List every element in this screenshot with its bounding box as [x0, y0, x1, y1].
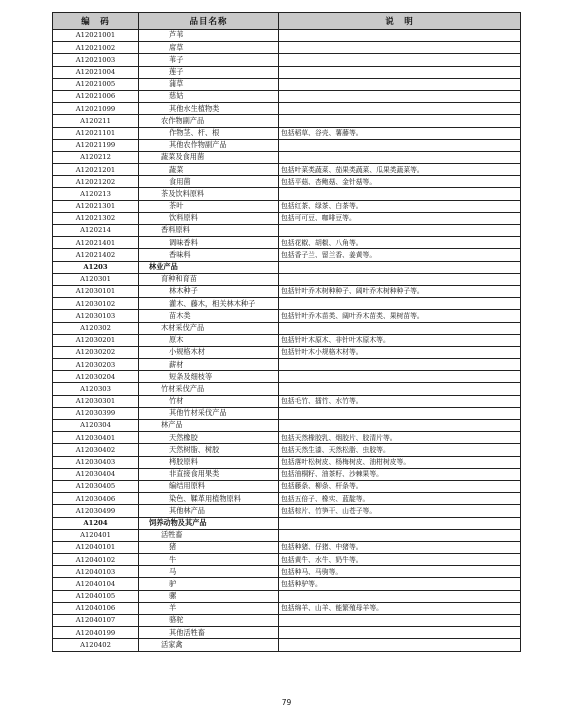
name-cell: 活牲畜	[139, 529, 279, 541]
table-row	[53, 103, 521, 115]
table-row	[53, 42, 521, 54]
desc-cell	[279, 188, 521, 200]
name-cell: 芦苇	[139, 30, 279, 42]
name-cell: 竹材	[139, 395, 279, 407]
table-body	[53, 30, 521, 652]
name-cell: 其他竹材采伐产品	[139, 407, 279, 419]
catalog-table	[52, 12, 521, 652]
desc-cell: 包括黄牛、水牛、奶牛等。	[279, 554, 521, 566]
code-cell: A12021302	[53, 212, 139, 224]
name-cell: 饮料原料	[139, 212, 279, 224]
name-cell: 农作物副产品	[139, 115, 279, 127]
table-row	[53, 322, 521, 334]
table-row	[53, 200, 521, 212]
code-cell: A12021005	[53, 78, 139, 90]
code-cell: A12040103	[53, 566, 139, 578]
desc-cell	[279, 30, 521, 42]
code-cell: A12040101	[53, 541, 139, 553]
table-row	[53, 237, 521, 249]
desc-cell	[279, 90, 521, 102]
name-cell: 栲胶原料	[139, 456, 279, 468]
desc-cell	[279, 420, 521, 432]
table-row	[53, 285, 521, 297]
code-cell: A12030405	[53, 480, 139, 492]
name-cell: 染色、鞣革用植物原料	[139, 493, 279, 505]
desc-cell: 包括藤条、柳条、杆条等。	[279, 480, 521, 492]
desc-cell	[279, 115, 521, 127]
name-cell: 蔬菜	[139, 164, 279, 176]
desc-cell	[279, 615, 521, 627]
desc-cell	[279, 298, 521, 310]
desc-cell	[279, 407, 521, 419]
desc-cell	[279, 639, 521, 651]
desc-cell: 包括红茶、绿茶、白茶等。	[279, 200, 521, 212]
code-cell: A12030102	[53, 298, 139, 310]
code-cell: A120402	[53, 639, 139, 651]
table-row	[53, 420, 521, 432]
code-cell: A12030203	[53, 359, 139, 371]
desc-cell: 包括香子兰、留兰香、姜黄等。	[279, 249, 521, 261]
desc-cell: 包括种马、马驹等。	[279, 566, 521, 578]
header-desc: 说 明	[279, 13, 521, 30]
code-cell: A12030401	[53, 432, 139, 444]
desc-cell	[279, 359, 521, 371]
table-row	[53, 627, 521, 639]
name-cell: 食用菌	[139, 176, 279, 188]
table-row	[53, 615, 521, 627]
name-cell: 灌木、藤木，相关林木种子	[139, 298, 279, 310]
header-code: 编 码	[53, 13, 139, 30]
code-cell: A12021401	[53, 237, 139, 249]
name-cell: 香料原料	[139, 225, 279, 237]
name-cell: 育种和育苗	[139, 273, 279, 285]
desc-cell: 包括五倍子、橡实、蓝靛等。	[279, 493, 521, 505]
table-header-row	[53, 13, 521, 30]
table-row	[53, 639, 521, 651]
code-cell: A12030103	[53, 310, 139, 322]
code-cell: A12030499	[53, 505, 139, 517]
name-cell: 非直接食用果类	[139, 468, 279, 480]
desc-cell	[279, 371, 521, 383]
name-cell: 木材采伐产品	[139, 322, 279, 334]
desc-cell: 包括落叶松树皮、杨梅树皮、油柑树皮等。	[279, 456, 521, 468]
desc-cell	[279, 261, 521, 273]
code-cell: A12030101	[53, 285, 139, 297]
desc-cell: 包括叶菜类蔬菜、茄果类蔬菜、瓜果类蔬菜等。	[279, 164, 521, 176]
name-cell: 其他活牲畜	[139, 627, 279, 639]
desc-cell	[279, 273, 521, 285]
desc-cell: 包括可可豆、咖啡豆等。	[279, 212, 521, 224]
table-row	[53, 54, 521, 66]
code-cell: A12021004	[53, 66, 139, 78]
table-row	[53, 115, 521, 127]
name-cell: 其他农作物副产品	[139, 139, 279, 151]
desc-cell	[279, 139, 521, 151]
code-cell: A12030399	[53, 407, 139, 419]
table-row	[53, 78, 521, 90]
name-cell: 猪	[139, 541, 279, 553]
table-row	[53, 468, 521, 480]
table-row	[53, 541, 521, 553]
table-row	[53, 359, 521, 371]
desc-cell	[279, 225, 521, 237]
table-row	[53, 444, 521, 456]
code-cell: A12021301	[53, 200, 139, 212]
table-row	[53, 139, 521, 151]
desc-cell	[279, 627, 521, 639]
code-cell: A12040102	[53, 554, 139, 566]
name-cell: 天然树脂、树胶	[139, 444, 279, 456]
table-row	[53, 273, 521, 285]
desc-cell	[279, 529, 521, 541]
desc-cell	[279, 66, 521, 78]
desc-cell	[279, 42, 521, 54]
table-row	[53, 298, 521, 310]
desc-cell	[279, 383, 521, 395]
table-row	[53, 310, 521, 322]
table-row	[53, 505, 521, 517]
code-cell: A12030404	[53, 468, 139, 480]
table-row	[53, 212, 521, 224]
code-cell: A12040105	[53, 590, 139, 602]
code-cell: A120302	[53, 322, 139, 334]
code-cell: A12021402	[53, 249, 139, 261]
desc-cell: 包括稻草、谷壳、薯藤等。	[279, 127, 521, 139]
desc-cell: 包括天然橡胶乳、烟胶片、胶清片等。	[279, 432, 521, 444]
desc-cell: 包括针叶乔木树种种子、阔叶乔木树种种子等。	[279, 285, 521, 297]
desc-cell: 包括花椒、胡椒、八角等。	[279, 237, 521, 249]
table-row	[53, 407, 521, 419]
name-cell: 调味香料	[139, 237, 279, 249]
name-cell: 香味料	[139, 249, 279, 261]
desc-cell	[279, 151, 521, 163]
table-row	[53, 566, 521, 578]
name-cell: 薪材	[139, 359, 279, 371]
name-cell: 苗木类	[139, 310, 279, 322]
name-cell: 活家禽	[139, 639, 279, 651]
code-cell: A12040199	[53, 627, 139, 639]
code-cell: A120214	[53, 225, 139, 237]
table-row	[53, 66, 521, 78]
code-cell: A120301	[53, 273, 139, 285]
code-cell: A12040106	[53, 602, 139, 614]
desc-cell: 包括天然生漆、天然松脂、虫胶等。	[279, 444, 521, 456]
name-cell: 其他水生植物类	[139, 103, 279, 115]
desc-cell: 包括棕片、竹笋干、山苍子等。	[279, 505, 521, 517]
code-cell: A12021003	[53, 54, 139, 66]
desc-cell: 包括平菇、杏鲍菇、金针菇等。	[279, 176, 521, 188]
desc-cell: 包括种驴等。	[279, 578, 521, 590]
name-cell: 牛	[139, 554, 279, 566]
code-cell: A12040104	[53, 578, 139, 590]
name-cell: 茶叶	[139, 200, 279, 212]
name-cell: 饲养动物及其产品	[139, 517, 279, 529]
name-cell: 蔬菜及食用菌	[139, 151, 279, 163]
desc-cell	[279, 590, 521, 602]
code-cell: A120212	[53, 151, 139, 163]
code-cell: A12021002	[53, 42, 139, 54]
code-cell: A1204	[53, 517, 139, 529]
name-cell: 苇子	[139, 54, 279, 66]
name-cell: 其他林产品	[139, 505, 279, 517]
table-row	[53, 346, 521, 358]
code-cell: A12021006	[53, 90, 139, 102]
name-cell: 驴	[139, 578, 279, 590]
name-cell: 茶及饮料原料	[139, 188, 279, 200]
name-cell: 原木	[139, 334, 279, 346]
code-cell: A120211	[53, 115, 139, 127]
name-cell: 天然橡胶	[139, 432, 279, 444]
code-cell: A1203	[53, 261, 139, 273]
table-row	[53, 371, 521, 383]
table-row	[53, 225, 521, 237]
desc-cell: 包括针叶木小规格木材等。	[279, 346, 521, 358]
name-cell: 马	[139, 566, 279, 578]
code-cell: A12021001	[53, 30, 139, 42]
code-cell: A12030403	[53, 456, 139, 468]
desc-cell	[279, 517, 521, 529]
table-row	[53, 517, 521, 529]
table-row	[53, 456, 521, 468]
table-row	[53, 602, 521, 614]
name-cell: 蒲草	[139, 78, 279, 90]
name-cell: 编结用原料	[139, 480, 279, 492]
desc-cell	[279, 103, 521, 115]
code-cell: A120401	[53, 529, 139, 541]
code-cell: A120303	[53, 383, 139, 395]
table-row	[53, 30, 521, 42]
code-cell: A120304	[53, 420, 139, 432]
desc-cell	[279, 54, 521, 66]
table-row	[53, 493, 521, 505]
name-cell: 竹材采伐产品	[139, 383, 279, 395]
name-cell: 羊	[139, 602, 279, 614]
name-cell: 短条及细枝等	[139, 371, 279, 383]
name-cell: 骆驼	[139, 615, 279, 627]
table-row	[53, 176, 521, 188]
table-row	[53, 383, 521, 395]
name-cell: 骡	[139, 590, 279, 602]
name-cell: 席草	[139, 42, 279, 54]
desc-cell: 包括毛竹、擂竹、水竹等。	[279, 395, 521, 407]
table-row	[53, 164, 521, 176]
code-cell: A12030202	[53, 346, 139, 358]
code-cell: A12021099	[53, 103, 139, 115]
name-cell: 林木种子	[139, 285, 279, 297]
table-row	[53, 188, 521, 200]
code-cell: A12021199	[53, 139, 139, 151]
table-row	[53, 480, 521, 492]
code-cell: A12030204	[53, 371, 139, 383]
table-row	[53, 249, 521, 261]
code-cell: A12040107	[53, 615, 139, 627]
code-cell: A12021101	[53, 127, 139, 139]
name-cell: 作物茎、杆、根	[139, 127, 279, 139]
table-row	[53, 529, 521, 541]
table-row	[53, 554, 521, 566]
code-cell: A12021201	[53, 164, 139, 176]
table-row	[53, 127, 521, 139]
name-cell: 莲子	[139, 66, 279, 78]
code-cell: A12030406	[53, 493, 139, 505]
code-cell: A12021202	[53, 176, 139, 188]
table-row	[53, 90, 521, 102]
name-cell: 林业产品	[139, 261, 279, 273]
table-row	[53, 395, 521, 407]
name-cell: 林产品	[139, 420, 279, 432]
table-row	[53, 261, 521, 273]
desc-cell: 包括油桐籽、油茶籽、沙棘果等。	[279, 468, 521, 480]
page-number: 79	[281, 698, 292, 707]
name-cell: 慈姑	[139, 90, 279, 102]
desc-cell	[279, 322, 521, 334]
desc-cell: 包括种猪、仔猪、中猪等。	[279, 541, 521, 553]
table-row	[53, 151, 521, 163]
name-cell: 小规格木材	[139, 346, 279, 358]
code-cell: A12030201	[53, 334, 139, 346]
desc-cell: 包括针叶木原木、非针叶木原木等。	[279, 334, 521, 346]
table-row	[53, 578, 521, 590]
header-name: 品目名称	[139, 13, 279, 30]
code-cell: A12030301	[53, 395, 139, 407]
code-cell: A12030402	[53, 444, 139, 456]
desc-cell	[279, 78, 521, 90]
table-row	[53, 334, 521, 346]
table-row	[53, 590, 521, 602]
catalog-sheet	[52, 12, 520, 652]
desc-cell: 包括针叶乔木苗类、阔叶乔木苗类、果树苗等。	[279, 310, 521, 322]
table-row	[53, 432, 521, 444]
code-cell: A120213	[53, 188, 139, 200]
desc-cell: 包括绵羊、山羊、能繁殖母羊等。	[279, 602, 521, 614]
